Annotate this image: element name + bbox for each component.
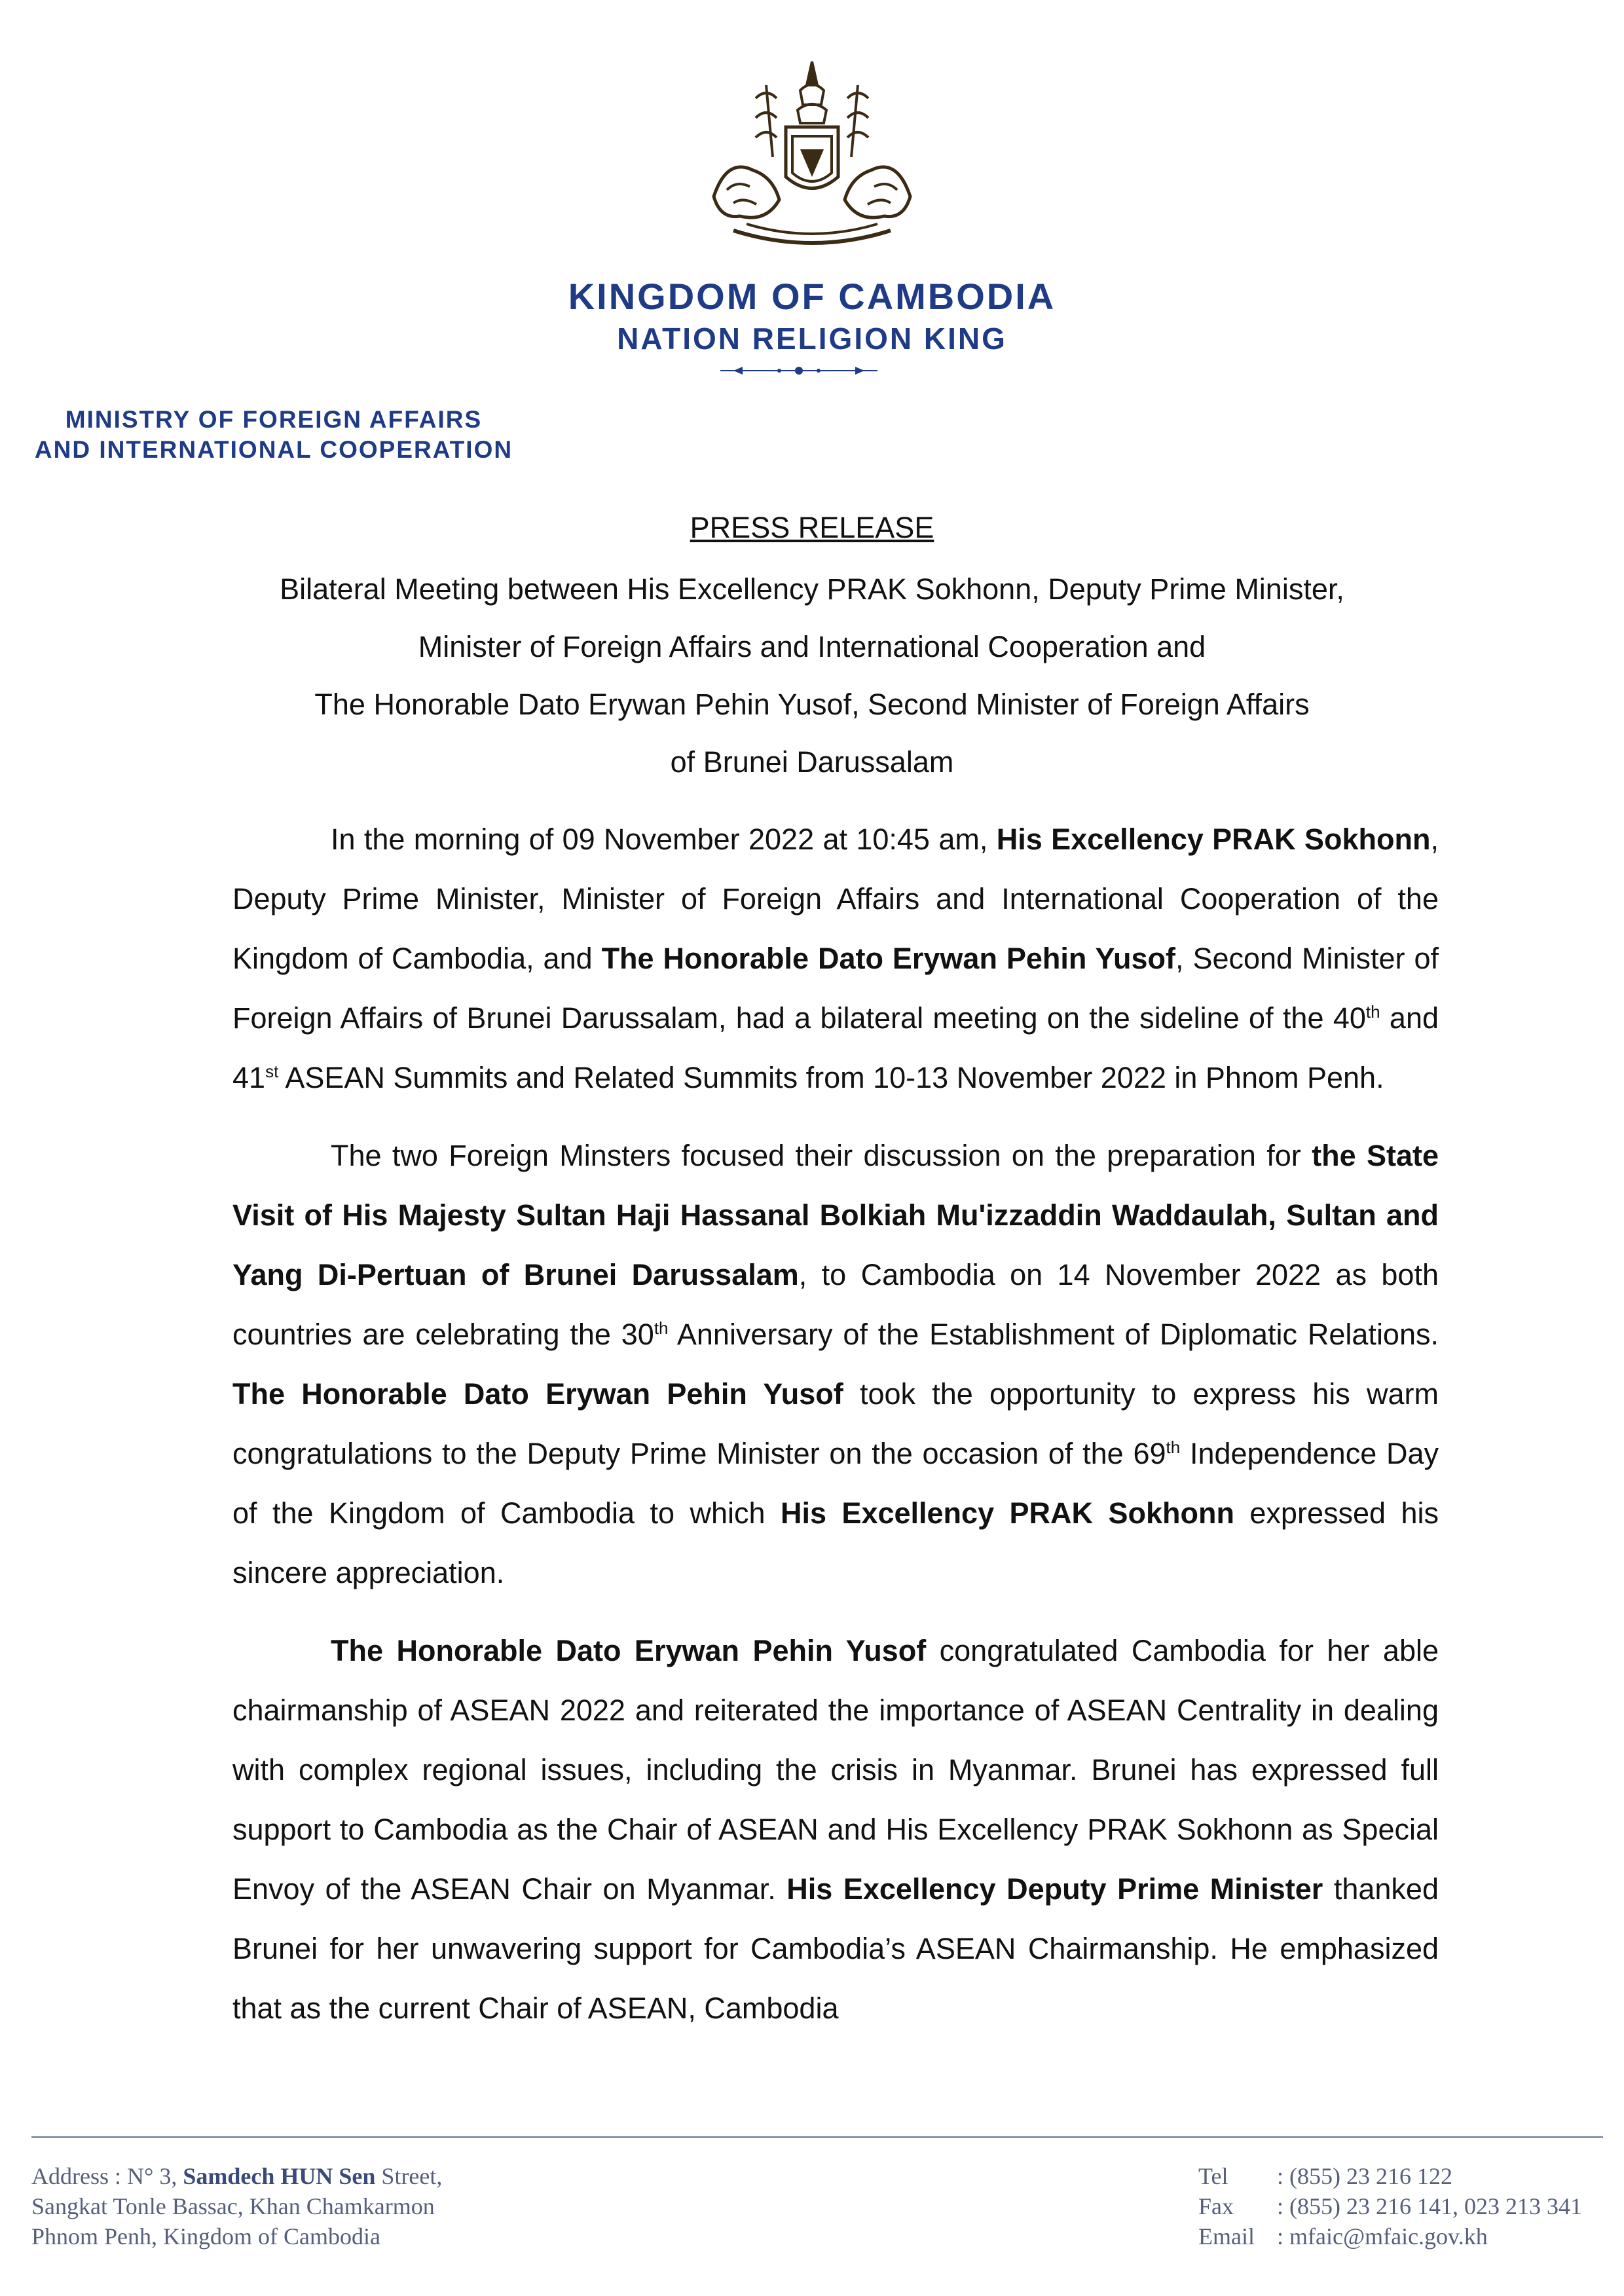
ordinal-suffix: th xyxy=(654,1318,669,1338)
footer-divider xyxy=(31,2136,1603,2138)
fax-label: Fax xyxy=(1198,2193,1234,2219)
ministry-line-1: MINISTRY OF FOREIGN AFFAIRS xyxy=(65,406,483,433)
text-run: thanked Brunei for her unwavering support for Cambodia’s ASEAN Chairmanship. He emphasized that as the current Chair of ASEAN, Cambodia xyxy=(232,1872,1439,2025)
contact-tel xyxy=(1198,2161,1582,2191)
paragraph-1 xyxy=(232,809,1439,1107)
text-run: and 41 xyxy=(232,1001,1439,1094)
text-run: , Deputy Prime Minister, Minister of Foreign Affairs and International Cooperation of the Kingdom of Cambodia, and xyxy=(232,823,1439,975)
contact-fax xyxy=(1198,2191,1582,2221)
bold-name: His Excellency PRAK Sokhonn xyxy=(996,823,1431,856)
headline-line: The Honorable Dato Erywan Pehin Yusof, Second Minister of Foreign Affairs xyxy=(314,688,1310,721)
text-run: In the morning of 09 November 2022 at 10:45 am, xyxy=(331,823,997,856)
ministry-name xyxy=(31,405,516,465)
text-run: congratulated Cambodia for her able chairmanship of ASEAN 2022 and reiterated the importance of ASEAN Centrality in dealing with complex regional issues, including the crisis in Myanmar. Brunei has expressed full support to Cambodia as the Chair of ASEAN and His Excellency PRAK Sokhonn as Special Envoy of the ASEAN Chair on Myanmar. xyxy=(232,1634,1439,1906)
address-street-name: Samdech HUN Sen xyxy=(183,2163,376,2189)
country-title: KINGDOM OF CAMBODIA xyxy=(568,276,1056,317)
text-run: ASEAN Summits and Related Summits from 10-13 November 2022 in Phnom Penh. xyxy=(278,1061,1384,1094)
headline-line: of Brunei Darussalam xyxy=(670,745,954,779)
footer-address xyxy=(31,2161,442,2251)
text-run: Independence Day of the Kingdom of Cambodia to which xyxy=(232,1437,1439,1530)
ministry-line-2: AND INTERNATIONAL COOPERATION xyxy=(34,436,513,463)
press-release-headline xyxy=(196,561,1428,791)
paragraph-3 xyxy=(232,1621,1439,2038)
ordinal-suffix: th xyxy=(1365,1002,1380,1022)
email-value[interactable]: : mfaic@mfaic.gov.kh xyxy=(1277,2223,1488,2250)
text-run: , to Cambodia on 14 November 2022 as both countries are celebrating the 30 xyxy=(232,1258,1439,1351)
bold-name: The Honorable Dato Erywan Pehin Yusof xyxy=(232,1377,843,1411)
headline-line: Minister of Foreign Affairs and International Cooperation and xyxy=(418,630,1206,663)
headline-line: Bilateral Meeting between His Excellency PRAK Sokhonn, Deputy Prime Minister, xyxy=(280,572,1344,606)
bold-name: His Excellency PRAK Sokhonn xyxy=(780,1496,1234,1530)
press-release-body xyxy=(232,809,1439,2056)
press-release-label: PRESS RELEASE xyxy=(690,511,934,544)
email-label: Email xyxy=(1198,2223,1255,2250)
address-street-suffix: Street, xyxy=(375,2163,443,2189)
address-line-2: Sangkat Tonle Bassac, Khan Chamkarmon xyxy=(31,2193,435,2219)
address-line-3: Phnom Penh, Kingdom of Cambodia xyxy=(31,2223,380,2250)
text-run: expressed his sincere appreciation. xyxy=(232,1496,1439,1589)
ordinal-suffix: st xyxy=(265,1062,279,1081)
footer-contact xyxy=(1198,2161,1582,2251)
royal-coat-of-arms-emblem xyxy=(688,59,936,255)
fax-value: : (855) 23 216 141, 023 213 341 xyxy=(1277,2193,1582,2219)
paragraph-2 xyxy=(232,1126,1439,1602)
bold-name: The Honorable Dato Erywan Pehin Yusof xyxy=(601,942,1176,975)
ordinal-suffix: th xyxy=(1166,1437,1181,1457)
bold-name: His Excellency Deputy Prime Minister xyxy=(786,1872,1323,1906)
address-prefix: Address : N° 3, xyxy=(31,2163,183,2189)
contact-email xyxy=(1198,2221,1582,2251)
tel-label: Tel xyxy=(1198,2163,1228,2189)
bold-phrase: the State Visit of His Majesty Sultan Haji Hassanal Bolkiah Mu'izzaddin Waddaulah, Sultan and Yang Di-Pertuan of Brunei Darussalam xyxy=(232,1139,1439,1291)
text-run: , Second Minister of Foreign Affairs of Brunei Darussalam, had a bilateral meeting on the sideline of the 40 xyxy=(232,942,1439,1035)
tel-value: : (855) 23 216 122 xyxy=(1277,2163,1452,2189)
decorative-divider-ornament xyxy=(720,364,877,377)
text-run: took the opportunity to express his warm congratulations to the Deputy Prime Minister on the occasion of the 69 xyxy=(232,1377,1439,1470)
bold-name: The Honorable Dato Erywan Pehin Yusof xyxy=(331,1634,927,1667)
motto-title: NATION RELIGION KING xyxy=(617,322,1007,356)
text-run: Anniversary of the Establishment of Diplomatic Relations. xyxy=(668,1318,1439,1351)
text-run: The two Foreign Minsters focused their discussion on the preparation for xyxy=(331,1139,1312,1172)
address-line-1 xyxy=(31,2161,442,2191)
